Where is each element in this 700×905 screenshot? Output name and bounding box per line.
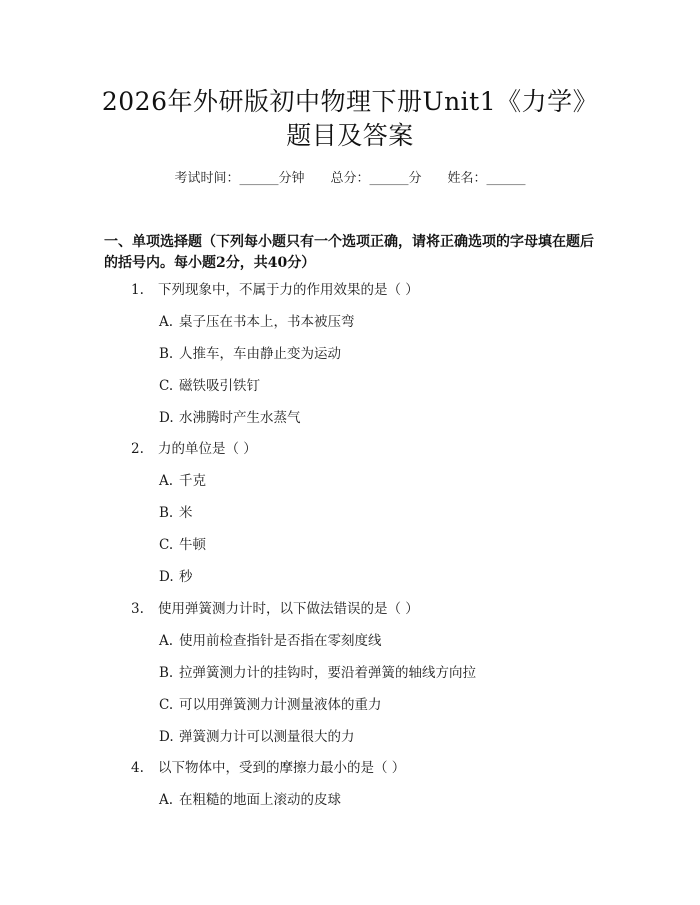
option-text: 磁铁吸引铁钉 [179, 378, 260, 394]
question-2-option-b [159, 504, 193, 522]
question-text: 使用弹簧测力计时，以下做法错误的是（ ） [158, 601, 419, 617]
question-3-option-c [159, 696, 382, 714]
option-letter: A. [159, 792, 174, 808]
option-letter: C. [159, 378, 174, 394]
question-number: 3. [131, 601, 144, 617]
option-letter: A. [159, 314, 174, 330]
question-number: 1. [131, 282, 144, 298]
question-1-option-c [159, 377, 260, 395]
option-text: 拉弹簧测力计的挂钩时，要沿着弹簧的轴线方向拉 [179, 665, 476, 681]
question-text: 下列现象中，不属于力的作用效果的是（ ） [158, 282, 419, 298]
option-text: 牛顿 [179, 537, 206, 553]
question-2-option-d [159, 568, 193, 586]
question-number: 4. [131, 760, 144, 776]
question-1 [131, 281, 419, 299]
question-1-option-b [159, 345, 341, 363]
section-1-heading: 一、单项选择题（下列每小题只有一个选项正确，请将正确选项的字母填在题后的括号内。每小题2分，共40分） [104, 234, 594, 271]
question-number: 2. [131, 441, 144, 457]
name-field: 姓名：______ [447, 171, 526, 186]
option-letter: B. [159, 505, 174, 521]
option-text: 水沸腾时产生水蒸气 [179, 410, 301, 426]
document-title-line-2: 题目及答案 [286, 121, 414, 150]
question-2 [131, 440, 257, 458]
option-letter: D. [159, 729, 174, 745]
option-letter: B. [159, 665, 174, 681]
option-letter: C. [159, 537, 174, 553]
question-4-option-a [159, 791, 341, 809]
question-1-option-d [159, 409, 301, 427]
option-letter: B. [159, 346, 174, 362]
question-text: 力的单位是（ ） [158, 441, 257, 457]
question-3-option-a [159, 632, 382, 650]
question-3-option-b [159, 664, 476, 682]
option-text: 使用前检查指针是否指在零刻度线 [179, 633, 382, 649]
question-3 [131, 600, 419, 618]
option-text: 桌子压在书本上，书本被压弯 [179, 314, 355, 330]
document-title-line-1: 2026年外研版初中物理下册Unit1《力学》 [101, 87, 599, 116]
option-text: 秒 [179, 569, 193, 585]
option-letter: D. [159, 569, 174, 585]
option-letter: A. [159, 633, 174, 649]
option-text: 在粗糙的地面上滚动的皮球 [179, 792, 341, 808]
total-score-field: 总分：______分 [330, 171, 422, 186]
exam-time-field: 考试时间：______分钟 [174, 171, 305, 186]
option-text: 千克 [179, 473, 206, 489]
question-text: 以下物体中，受到的摩擦力最小的是（ ） [158, 760, 406, 776]
option-letter: C. [159, 697, 174, 713]
option-text: 可以用弹簧测力计测量液体的重力 [179, 697, 382, 713]
option-text: 弹簧测力计可以测量很大的力 [179, 729, 355, 745]
option-text: 人推车，车由静止变为运动 [179, 346, 341, 362]
option-letter: D. [159, 410, 174, 426]
question-1-option-a [159, 313, 355, 331]
exam-info-line [0, 170, 700, 188]
option-text: 米 [179, 505, 193, 521]
question-2-option-a [159, 472, 206, 490]
option-letter: A. [159, 473, 174, 489]
question-3-option-d [159, 728, 355, 746]
question-2-option-c [159, 536, 206, 554]
question-4 [131, 759, 405, 777]
